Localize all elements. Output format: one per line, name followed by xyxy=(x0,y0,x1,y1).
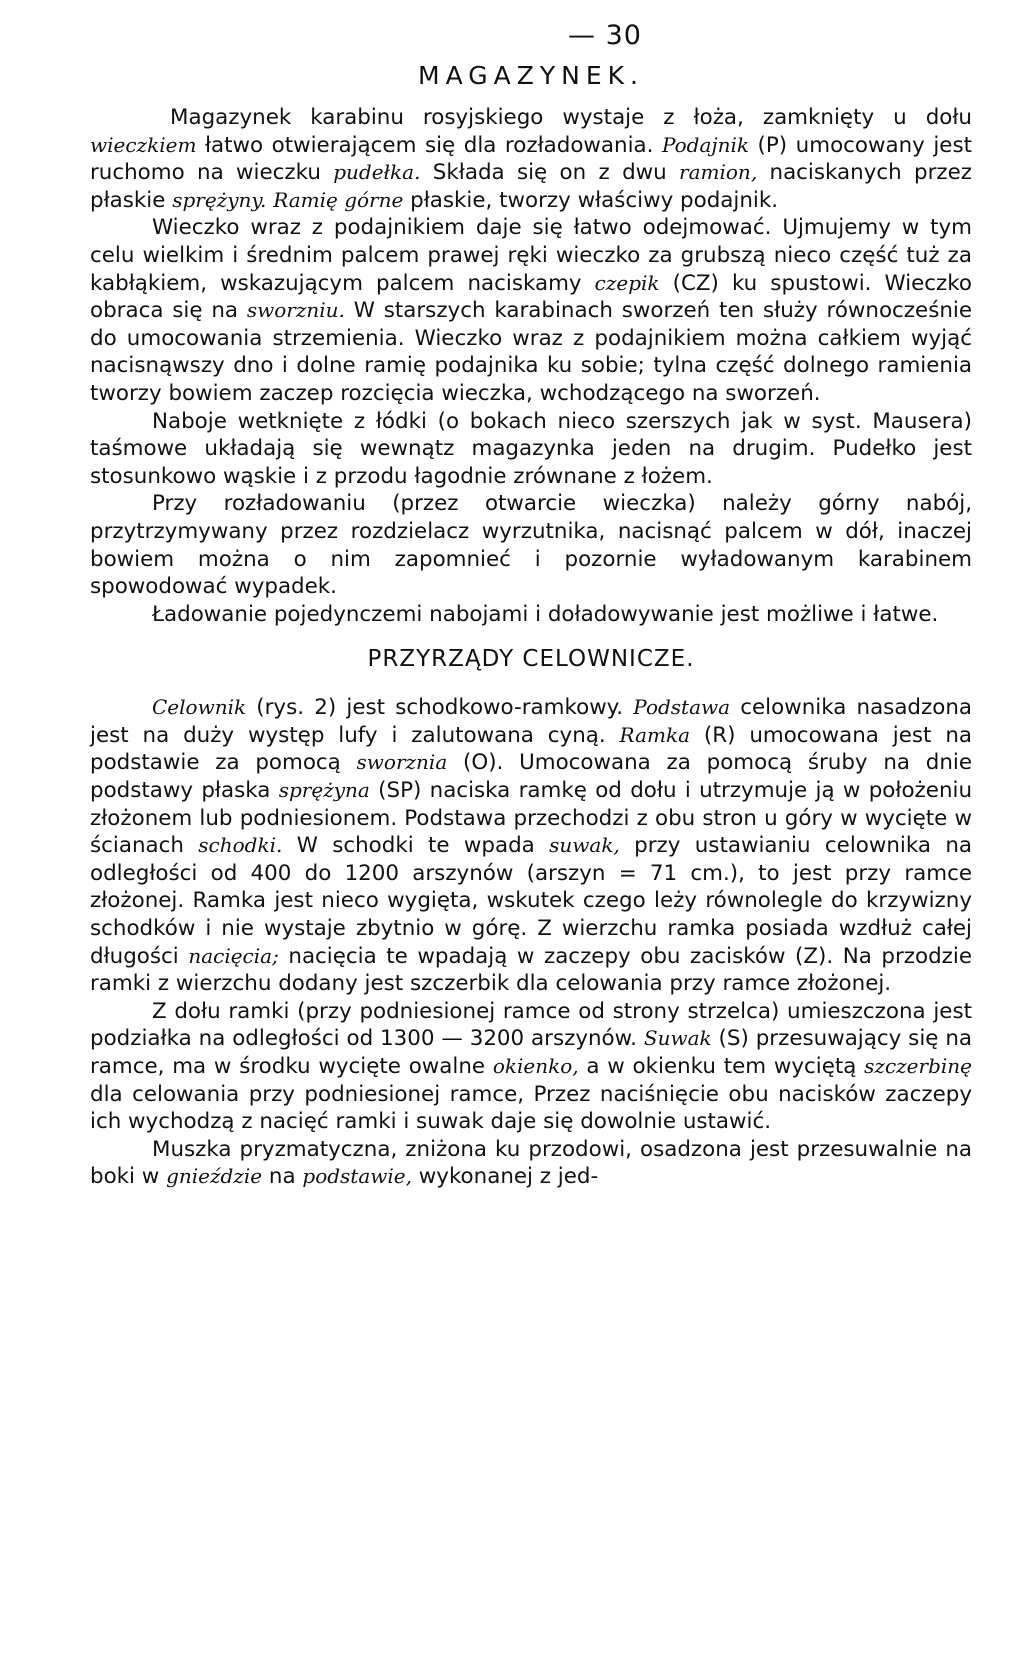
italic-term: sworznia xyxy=(356,750,448,775)
italic-term: pudełka. xyxy=(333,160,421,185)
italic-term: okienko, xyxy=(492,1054,579,1078)
text-run: celownika nasadzona jest na duży występ lufy i zalutowana cyną. xyxy=(90,695,972,748)
paragraph-6 xyxy=(90,694,972,998)
text-run: Naboje wetknięte z łódki (o bokach nieco szerszych jak w syst. Mausera) taśmowe układają się wewnątz magazynka jeden na drugim. Pudełko jest stosunkowo wąskie i z przodu łagodnie zrównane z łożem. xyxy=(90,408,972,489)
italic-term: gnieździe xyxy=(166,1164,263,1189)
italic-term: Ramię górne xyxy=(273,187,404,212)
italic-term: sprężyna xyxy=(278,778,370,803)
text-run: Przy rozładowaniu (przez otwarcie wieczka) należy górny nabój, przytrzymywany przez rozdzielacz wyrzutnika, nacisnąć palcem w dół, inaczej bowiem można o nim zapomnieć i pozornie wyładowanym karabinem spowodować wypadek. xyxy=(90,491,972,600)
italic-term: Celownik xyxy=(152,695,247,720)
italic-term: sprężyny. xyxy=(172,187,267,212)
paragraph-3 xyxy=(90,408,972,491)
text-run: na xyxy=(262,1164,303,1190)
text-run: płaskie, tworzy właściwy podajnik. xyxy=(403,187,779,213)
text-run: (SP) naciska ramkę od dołu i utrzymuje ją w położeniu złożonem lub podniesionem. Podstawa przechodzi z obu stron u góry w wycięte w ścianach xyxy=(90,778,972,859)
italic-term: Ramka xyxy=(619,722,690,747)
paragraph-8 xyxy=(90,1136,972,1191)
text-run: Muszka pryzmatyczna, zniżona ku przodowi, osadzona jest przesuwalnie na boki w xyxy=(90,1136,972,1190)
text-run: (S) przesuwający się na ramce, ma w środku wycięte owalne xyxy=(90,1026,973,1079)
section-heading-przyrzady-celownicze: PRZYRZĄDY CELOWNICZE. xyxy=(367,646,695,673)
text-run: (rys. 2) jest schodkowo-ramkowy. xyxy=(246,695,634,721)
text-run: Składa się on z dwu xyxy=(420,160,680,186)
italic-term: suwak, xyxy=(549,833,620,858)
italic-term: czepik xyxy=(594,270,660,295)
text-run: dla celowania przy podniesionej ramce, Przez naciśnięcie obu nacisków zaczepy ich wychodzą z nacięć ramki i suwak daje się dowolnie ustawić. xyxy=(90,1081,972,1135)
text-run: Wieczko wraz z podajnikiem daje się łatwo odejmować. Ujmujemy w tym celu wielkim i średnim palcem prawej ręki wieczko za grubszą nieco część tuż za kabłąkiem, wskazującym palcem naciskamy xyxy=(90,215,972,296)
italic-term: Suwak xyxy=(643,1026,712,1051)
text-run: naciskanych przez płaskie xyxy=(90,160,972,213)
paragraph-4 xyxy=(90,490,972,600)
text-run: Ładowanie pojedynczemi nabojami i doładowywanie jest możliwe i łatwe. xyxy=(152,601,939,627)
italic-term: szczerbinę xyxy=(864,1054,972,1078)
page-number: — 30 xyxy=(568,20,642,51)
text-run: wykonanej z jed- xyxy=(411,1164,599,1190)
text-run: W schodki te wpada xyxy=(282,833,550,859)
text-run: (R) umocowana jest na podstawie za pomocą xyxy=(90,722,972,776)
paragraph-5 xyxy=(90,601,972,629)
text-run: Z dołu ramki (przy podniesionej ramce od strony strzelca) umieszczona jest podziałka na odległości od 1300 — 3200 arszynów. xyxy=(90,998,972,1052)
text-run: a w okienku tem wyciętą xyxy=(578,1054,865,1079)
italic-term: podstawie, xyxy=(302,1164,412,1189)
text-run: (O). Umocowana za pomocą śruby na dnie podstawy płaska xyxy=(90,750,972,804)
text-run: łatwo otwierającem się dla rozładowania. xyxy=(196,132,662,158)
text-run: (CZ) ku spustowi. Wieczko obraca się na xyxy=(90,270,972,324)
text-run: nacięcia te wpadają w zaczepy obu zacisków (Z). Na przodzie ramki z wierzchu dodany jest szczerbik dla celowania przy ramce złożonej. xyxy=(90,943,973,997)
document-page xyxy=(90,20,972,1191)
italic-term: nacięcia; xyxy=(188,943,279,968)
text-run: Magazynek karabinu rosyjskiego wystaje z łoża, zamknięty u dołu xyxy=(170,105,972,130)
text-run: W starszych karabinach sworzeń ten służy równocześnie do umocowania strzemienia. Wieczko wraz z podajnikiem można całkiem wyjąć nacisnąwszy dno i dolne ramię podajnika ku sobie; tylna część dolnego ramienia tworzy bowiem zaczep rozcięcia wieczka, wchodzącego na sworzeń. xyxy=(90,298,972,406)
italic-term: wieczkiem xyxy=(90,132,197,157)
text-run: (P) umocowany jest ruchomo na wieczku xyxy=(90,132,972,186)
italic-term: schodki. xyxy=(198,833,283,858)
italic-term: Podajnik xyxy=(661,132,749,157)
section-heading-magazynek: MAGAZYNEK. xyxy=(418,61,644,90)
italic-term: ramion, xyxy=(679,160,758,185)
paragraph-1 xyxy=(90,104,972,214)
paragraph-2 xyxy=(90,214,972,407)
italic-term: Podstawa xyxy=(633,695,731,720)
italic-term: sworzniu. xyxy=(246,298,345,323)
text-run: przy ustawianiu celownika na odległości od 400 do 1200 arszynów (arszyn = 71 cm.), to jest przy ramce złożonej. Ramka jest nieco wygięta, wskutek czego leży równolegle do krzywizny schodków i nie wystaje zbytnio w górę. Z wierzchu ramka posiada wzdłuż całej długości xyxy=(90,833,972,969)
paragraph-7 xyxy=(90,998,972,1136)
